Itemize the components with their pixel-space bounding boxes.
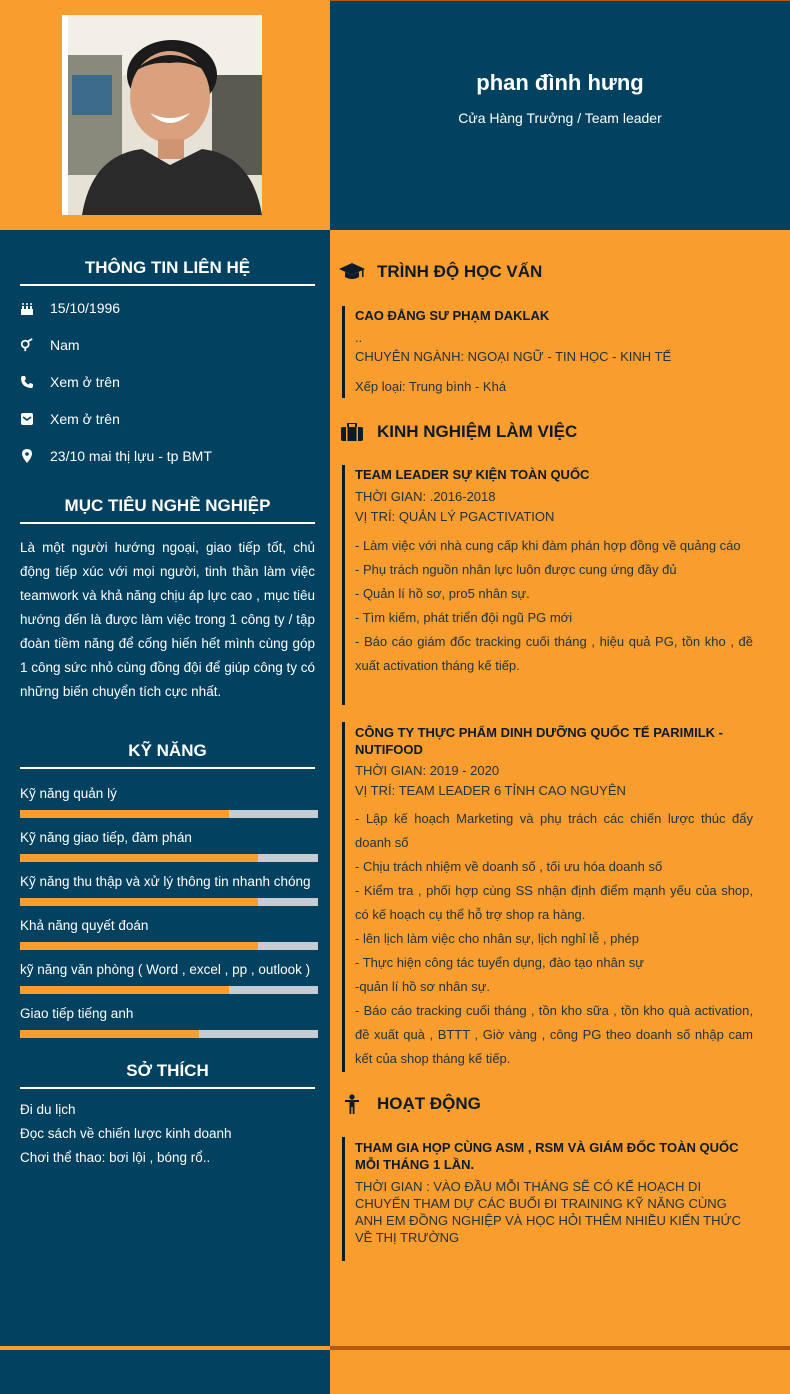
skill-row <box>20 874 318 906</box>
education-major: CHUYÊN NGÀNH: NGOẠI NGỮ - TIN HỌC - KINH TẾ <box>355 349 672 364</box>
footer-divider-left <box>0 1346 330 1350</box>
activity-detail: THỜI GIAN : VÀO ĐẦU MỖI THÁNG SẼ CÓ KẾ HOẠCH DI CHUYỂN THAM DỰ CÁC BUỔI ĐI TRAINING KỸ NĂNG CÙNG ANH EM ĐỒNG NGHIỆP VÀ HỌC HỎI THÊM NHIỀU KIẾN THỨC VỀ THỊ TRƯỜNG <box>355 1179 741 1245</box>
duty-item: - Lập kế hoạch Marketing và phụ trách các chiến lược thúc đẩy doanh số <box>355 811 753 850</box>
job-duties <box>355 807 753 1071</box>
skill-label: kỹ năng văn phòng ( Word , excel , pp , outlook ) <box>20 962 311 977</box>
skill-bar <box>20 810 318 818</box>
contact-gender <box>20 335 320 355</box>
graduation-cap-icon <box>337 263 367 281</box>
education-grade: Xếp loại: Trung bình - Khá <box>355 379 507 394</box>
skill-label: Kỹ năng thu thập và xử lý thông tin nhanh chóng <box>20 874 311 889</box>
skill-bar <box>20 1030 318 1038</box>
job-position: VỊ TRÍ: TEAM LEADER 6 TỈNH CAO NGUYÊN <box>355 783 626 798</box>
activity-line <box>342 1137 345 1261</box>
duty-item: - Làm việc với nhà cung cấp khi đàm phán hợp đồng về quảng cáo <box>355 538 741 553</box>
activities-heading-row <box>337 1091 481 1117</box>
skill-bar-fill <box>20 810 229 818</box>
birthday-text: 15/10/1996 <box>50 300 121 316</box>
objective-text: Là một người hướng ngoại, giao tiếp tốt, chủ động tiếp xúc với mọi người, tinh thần làm việc teamwork và khả năng chịu áp lực cao , mục tiêu hướng đến là được làm việc trong 1 công ty / tập đoàn tiềm năng để cống hiến hết mình cùng góp 1 công sức nhỏ cùng đồng đội để giúp công ty có những biến chuyển tích cực nhất. <box>20 540 315 699</box>
duty-item: - Báo cáo giám đốc tracking cuối tháng , hiệu quả PG, tồn kho , đề xuất activation tháng kế tiếp. <box>355 634 753 673</box>
job-company: CÔNG TY THỰC PHẨM DINH DƯỠNG QUỐC TẾ PARIMILK - NUTIFOOD <box>355 725 724 757</box>
activities-heading: HOẠT ĐỘNG <box>377 1094 481 1113</box>
email-icon <box>20 412 34 426</box>
candidate-name: phan đình hưng <box>476 70 644 95</box>
skill-row <box>20 1006 318 1038</box>
hobby-item: Đọc sách về chiến lược kinh doanh <box>20 1126 232 1141</box>
person-icon <box>337 1094 367 1114</box>
email-text: Xem ở trên <box>50 411 120 427</box>
footer-divider-right <box>330 1346 790 1350</box>
duty-item: - Thực hiện công tác tuyển dụng, đào tạo nhân sự <box>355 955 644 970</box>
profile-photo <box>62 15 262 215</box>
phone-text: Xem ở trên <box>50 374 120 390</box>
skill-bar-fill <box>20 854 258 862</box>
skill-label: Kỹ năng quản lý <box>20 786 117 801</box>
duty-item: - Báo cáo tracking cuối tháng , tồn kho sữa , tồn kho quà activation, đề xuất quà , BTTT , Giờ vàng , công PG theo doanh số nhập cam kết của shop tháng kế tiếp. <box>355 1003 753 1066</box>
objective-heading: MỤC TIÊU NGHỀ NGHIỆP <box>20 496 315 524</box>
skill-label: Khả năng quyết đoán <box>20 918 149 933</box>
skill-bar <box>20 986 318 994</box>
skill-bar-fill <box>20 986 229 994</box>
skills-heading: KỸ NĂNG <box>20 741 315 769</box>
duty-item: -quản lí hồ sơ nhân sự. <box>355 979 491 994</box>
duty-item: - Phụ trách nguồn nhân lực luôn được cung ứng đầy đủ <box>355 562 677 577</box>
hobby-item: Đi du lịch <box>20 1102 76 1117</box>
hobby-item: Chơi thể thao: bơi lội , bóng rổ.. <box>20 1150 211 1165</box>
contact-address <box>20 446 320 466</box>
education-dots: .. <box>355 330 363 345</box>
hobbies-heading: SỞ THÍCH <box>20 1061 315 1089</box>
gender-icon <box>20 338 34 352</box>
skill-label: Kỹ năng giao tiếp, đàm phán <box>20 830 192 845</box>
skill-label: Giao tiếp tiếng anh <box>20 1006 134 1021</box>
skill-bar <box>20 942 318 950</box>
location-pin-icon <box>20 449 34 463</box>
skill-bar <box>20 854 318 862</box>
experience-heading-row <box>337 419 577 445</box>
school-name: CAO ĐẲNG SƯ PHẠM DAKLAK <box>355 308 550 323</box>
skill-bar <box>20 898 318 906</box>
gender-text: Nam <box>50 337 80 353</box>
birthday-cake-icon <box>20 301 34 315</box>
contact-birthday <box>20 298 320 318</box>
divider <box>330 0 790 1</box>
contact-heading: THÔNG TIN LIÊN HỆ <box>20 258 315 286</box>
duty-item: - lên lịch làm việc cho nhân sự, lịch nghỉ lễ , phép <box>355 931 640 946</box>
skill-bar-fill <box>20 942 258 950</box>
contact-phone <box>20 372 320 392</box>
job-line <box>342 722 345 1072</box>
job-line <box>342 465 345 705</box>
activity-title: THAM GIA HỌP CÙNG ASM , RSM VÀ GIÁM ĐỐC TOÀN QUỐC MỖI THÁNG 1 LẦN. <box>355 1140 739 1172</box>
skill-bar-fill <box>20 1030 199 1038</box>
skill-bar-fill <box>20 898 258 906</box>
phone-icon <box>20 375 34 389</box>
education-heading: TRÌNH ĐỘ HỌC VẤN <box>377 262 543 281</box>
job-time: THỜI GIAN: .2016-2018 <box>355 489 496 504</box>
candidate-title: Cửa Hàng Trưởng / Team leader <box>458 110 662 126</box>
briefcase-icon <box>337 423 367 441</box>
skill-row <box>20 830 318 862</box>
duty-item: - Quản lí hồ sơ, pro5 nhân sự. <box>355 586 530 601</box>
job-time: THỜI GIAN: 2019 - 2020 <box>355 763 500 778</box>
job-company: TEAM LEADER SỰ KIỆN TOÀN QUỐC <box>355 467 590 482</box>
experience-heading: KINH NGHIỆM LÀM VIỆC <box>377 422 578 441</box>
skill-row <box>20 962 318 994</box>
address-text: 23/10 mai thị lựu - tp BMT <box>50 448 212 464</box>
duty-item: - Kiểm tra , phối hợp cùng SS nhận định điểm mạnh yếu của shop, có kế hoạch cụ thể hỗ trợ shop ra hàng. <box>355 883 753 922</box>
skill-row <box>20 918 318 950</box>
education-heading-row <box>337 259 542 285</box>
job-duties <box>355 534 753 678</box>
education-line <box>342 306 345 398</box>
job-position: VỊ TRÍ: QUẢN LÝ PGACTIVATION <box>355 509 555 524</box>
duty-item: - Chịu trách nhiệm về doanh số , tối ưu hóa doanh số <box>355 859 663 874</box>
contact-email <box>20 409 320 429</box>
duty-item: - Tìm kiếm, phát triển đội ngũ PG mới <box>355 610 573 625</box>
skill-row <box>20 786 318 818</box>
